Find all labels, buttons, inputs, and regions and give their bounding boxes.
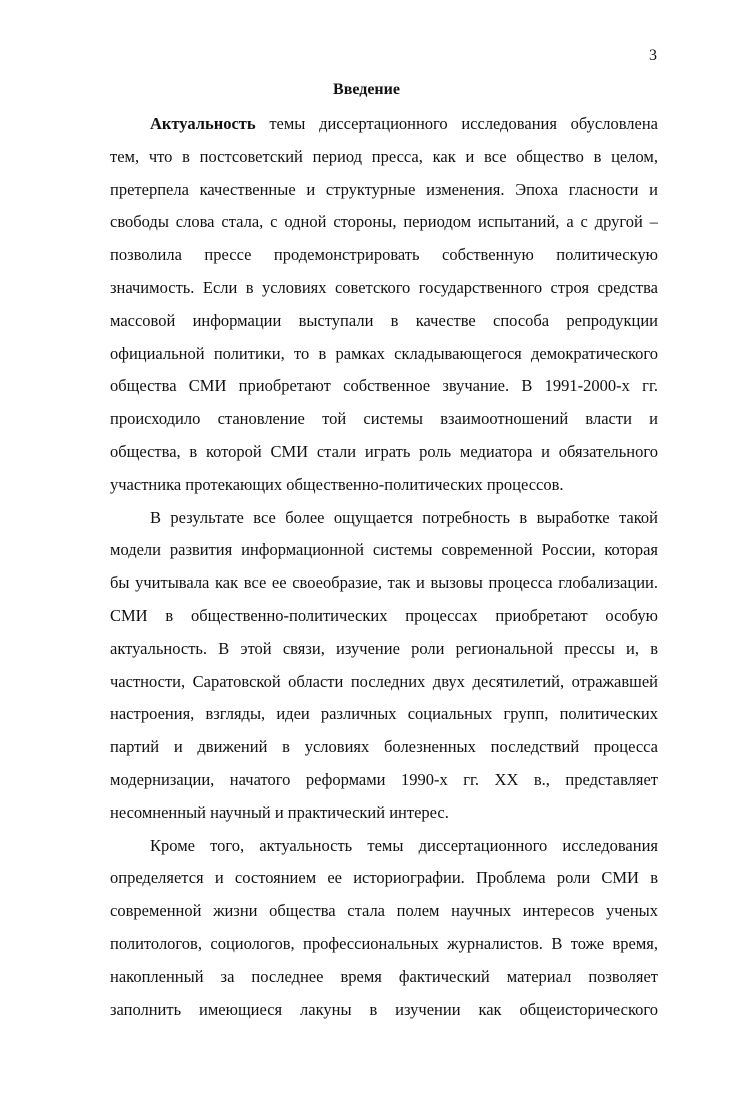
paragraph-relevance (110, 108, 658, 502)
text-line: значимость. Если в условиях советского государственного строя средства (110, 277, 658, 297)
text-line: заполнить имеющиеся лакуны в изучении как общеисторического (110, 999, 658, 1019)
text-line: несомненный научный и практический интерес. (110, 802, 449, 822)
body-text (110, 108, 658, 1026)
text-line: позволила прессе продемонстрировать собственную политическую (110, 245, 658, 265)
text-line: модели развития информационной системы современной России, которая (110, 540, 658, 560)
text-line: накопленный за последнее время фактический материал позволяет (110, 966, 658, 986)
text-line: официальной политики, то в рамках складывающегося демократического (110, 343, 658, 363)
text-line: общества СМИ приобретают собственное звучание. В 1991-2000-х гг. (110, 376, 658, 396)
lead-term: Актуальность (150, 114, 256, 133)
section-title: Введение (333, 81, 400, 98)
text-line: актуальность. В этой связи, изучение роли региональной прессы и, в (110, 638, 658, 658)
text-line: В результате все более ощущается потребность в выработке такой (150, 507, 658, 527)
text-line (110, 108, 658, 141)
text-line: происходило становление той системы взаимоотношений власти и (110, 409, 658, 429)
page-number: 3 (649, 47, 657, 64)
text-line: участника протекающих общественно-политических процессов. (110, 474, 564, 494)
paragraph-historiography (110, 830, 658, 1027)
text-line: политологов, социологов, профессиональных журналистов. В тоже время, (110, 933, 658, 953)
text-line: современной жизни общества стала полем научных интересов ученых (110, 901, 658, 921)
text-line: массовой информации выступали в качестве способа репродукции (110, 310, 658, 330)
text-line-content: темы диссертационного исследования обусловлена (255, 114, 658, 133)
text-line: претерпела качественные и структурные изменения. Эпоха гласности и (110, 179, 658, 199)
text-line: тем, что в постсоветский период пресса, как и все общество в целом, (110, 146, 658, 166)
text-line: бы учитывала как все ее своеобразие, так и вызовы процесса глобализации. (110, 573, 658, 593)
text-line: модернизации, начатого реформами 1990-х гг. XX в., представляет (110, 769, 658, 789)
text-line: свободы слова стала, с одной стороны, периодом испытаний, а с другой – (110, 212, 658, 232)
text-line: общества, в которой СМИ стали играть роль медиатора и обязательного (110, 441, 658, 461)
text-line: Кроме того, актуальность темы диссертационного исследования (150, 835, 658, 855)
paragraph-need (110, 502, 658, 830)
text-line: настроения, взгляды, идеи различных социальных групп, политических (110, 704, 658, 724)
text-line: партий и движений в условиях болезненных последствий процесса (110, 737, 658, 757)
text-line: определяется и состоянием ее историографии. Проблема роли СМИ в (110, 868, 658, 888)
text-line: СМИ в общественно-политических процессах приобретают особую (110, 605, 658, 625)
text-line: частности, Саратовской области последних двух десятилетий, отражавшей (110, 671, 658, 691)
